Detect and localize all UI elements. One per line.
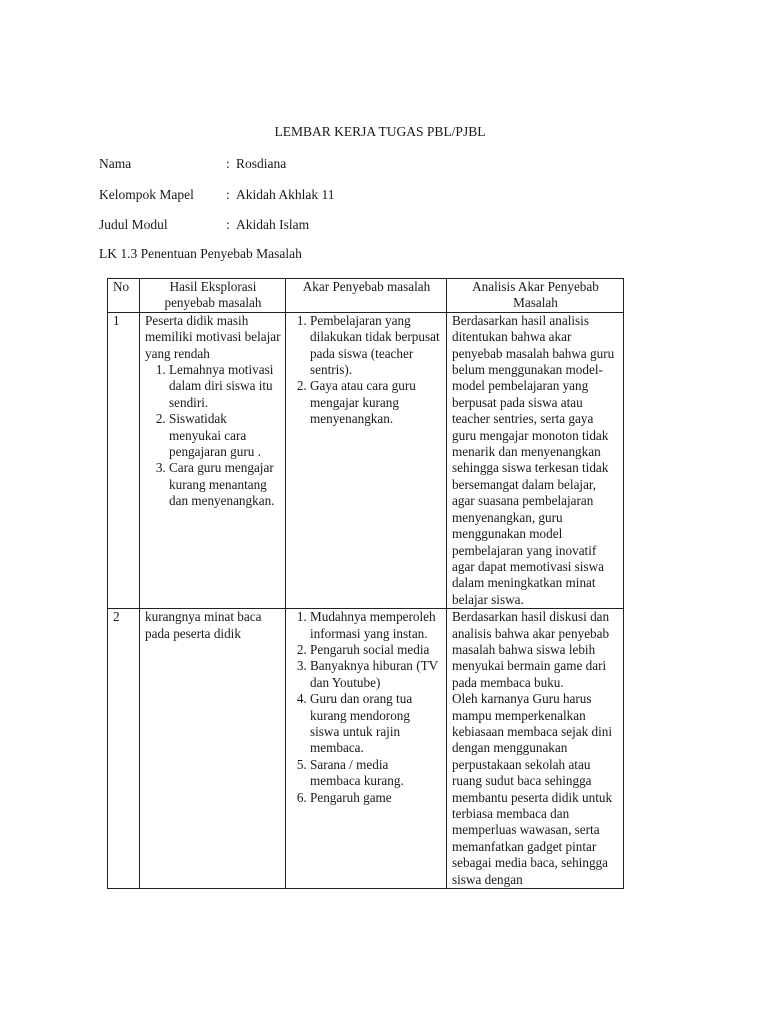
- list-item: 3. Banyaknya hiburan (TV dan Youtube): [310, 658, 442, 691]
- analisis-paragraph: Berdasarkan hasil diskusi dan analisis bahwa akar penyebab masalah bahwa siswa lebih menyukai bermain game dari pada membaca buku.: [452, 609, 610, 690]
- info-label: Nama: [99, 156, 132, 171]
- header-analisis: Analisis Akar Penyebab Masalah: [447, 279, 624, 313]
- info-row-nama: [99, 156, 286, 172]
- hasil-cell: [140, 312, 286, 608]
- list-item: 1. Lemahnya motivasi dalam diri siswa itu sendiri.: [169, 362, 281, 411]
- list-item: 4. Guru dan orang tua kurang mendorong siswa untuk rajin membaca.: [310, 691, 442, 757]
- hasil-list: [145, 362, 281, 510]
- akar-list: [286, 313, 442, 428]
- list-item: 5. Sarana / media membaca kurang.: [310, 757, 442, 790]
- list-item: 2. Pengaruh social media: [310, 642, 442, 658]
- lk-title: LK 1.3 Penentuan Penyebab Masalah: [99, 246, 302, 261]
- header-akar-penyebab: Akar Penyebab masalah: [286, 279, 447, 313]
- akar-cell: [286, 609, 447, 889]
- list-item: 6. Pengaruh game: [310, 790, 442, 806]
- list-item: 2. Siswatidak menyukai cara pengajaran guru .: [169, 411, 281, 460]
- info-label: Kelompok Mapel: [99, 187, 194, 202]
- analisis-paragraph: Berdasarkan hasil analisis ditentukan bahwa akar penyebab masalah bahwa guru belum menggunakan model-model pembelajaran yang berpusat pada siswa atau teacher sentries, serta gaya guru mengajar monoton tidak menarik dan menyenangkan sehingga siswa terkesan tidak bersemangat dalam belajar, agar suasana pembelajaran menyenangkan, guru menggunakan model pembelajaran yang inovatif agar dapat memotivasi siswa dalam meningkatkan minat belajar siswa.: [452, 312, 615, 607]
- info-value: Akidah Islam: [236, 217, 310, 232]
- row-number: 1: [108, 312, 140, 608]
- info-separator: :: [226, 187, 230, 202]
- info-value: Rosdiana: [236, 156, 287, 171]
- row-number: 2: [108, 609, 140, 889]
- akar-cell: [286, 312, 447, 608]
- akar-list: [286, 609, 442, 806]
- info-label: Judul Modul: [99, 217, 168, 232]
- list-item: 2. Gaya atau cara guru mengajar kurang menyenangkan.: [310, 378, 442, 427]
- info-row-judul-modul: [99, 217, 309, 233]
- hasil-cell: [140, 609, 286, 889]
- analisis-cell: [447, 609, 624, 889]
- table-header-row: [108, 279, 624, 313]
- table-row: [108, 312, 624, 608]
- analisis-cell: [447, 312, 624, 608]
- list-item: 3. Cara guru mengajar kurang menantang dan menyenangkan.: [169, 460, 281, 509]
- hasil-intro: kurangnya minat baca pada peserta didik: [145, 609, 262, 641]
- table-row: [108, 609, 624, 889]
- document-title: LEMBAR KERJA TUGAS PBL/PJBL: [274, 124, 486, 139]
- header-no: No: [108, 279, 140, 313]
- problem-cause-table: [107, 278, 624, 889]
- analisis-paragraph: Oleh karnanya Guru harus mampu memperkenalkan kebiasaan membaca sejak dini dengan menggunakan perpustakaan sekolah atau ruang sudut baca sehingga membantu peserta didik untuk terbiasa membaca dan memperluas wawasan, serta memanfatkan gadget pintar sebagai media baca, sehingga siswa dengan: [452, 691, 613, 887]
- info-value: Akidah Akhlak 11: [236, 187, 335, 202]
- list-item: 1. Mudahnya memperoleh informasi yang instan.: [310, 609, 442, 642]
- header-hasil-eksplorasi: Hasil Eksplorasi penyebab masalah: [140, 279, 286, 313]
- info-separator: :: [226, 217, 230, 232]
- list-item: 1. Pembelajaran yang dilakukan tidak berpusat pada siswa (teacher sentris).: [310, 313, 442, 379]
- info-row-kelompok-mapel: [99, 187, 335, 203]
- hasil-intro: Peserta didik masih memiliki motivasi belajar yang rendah: [145, 312, 281, 361]
- info-separator: :: [226, 156, 230, 171]
